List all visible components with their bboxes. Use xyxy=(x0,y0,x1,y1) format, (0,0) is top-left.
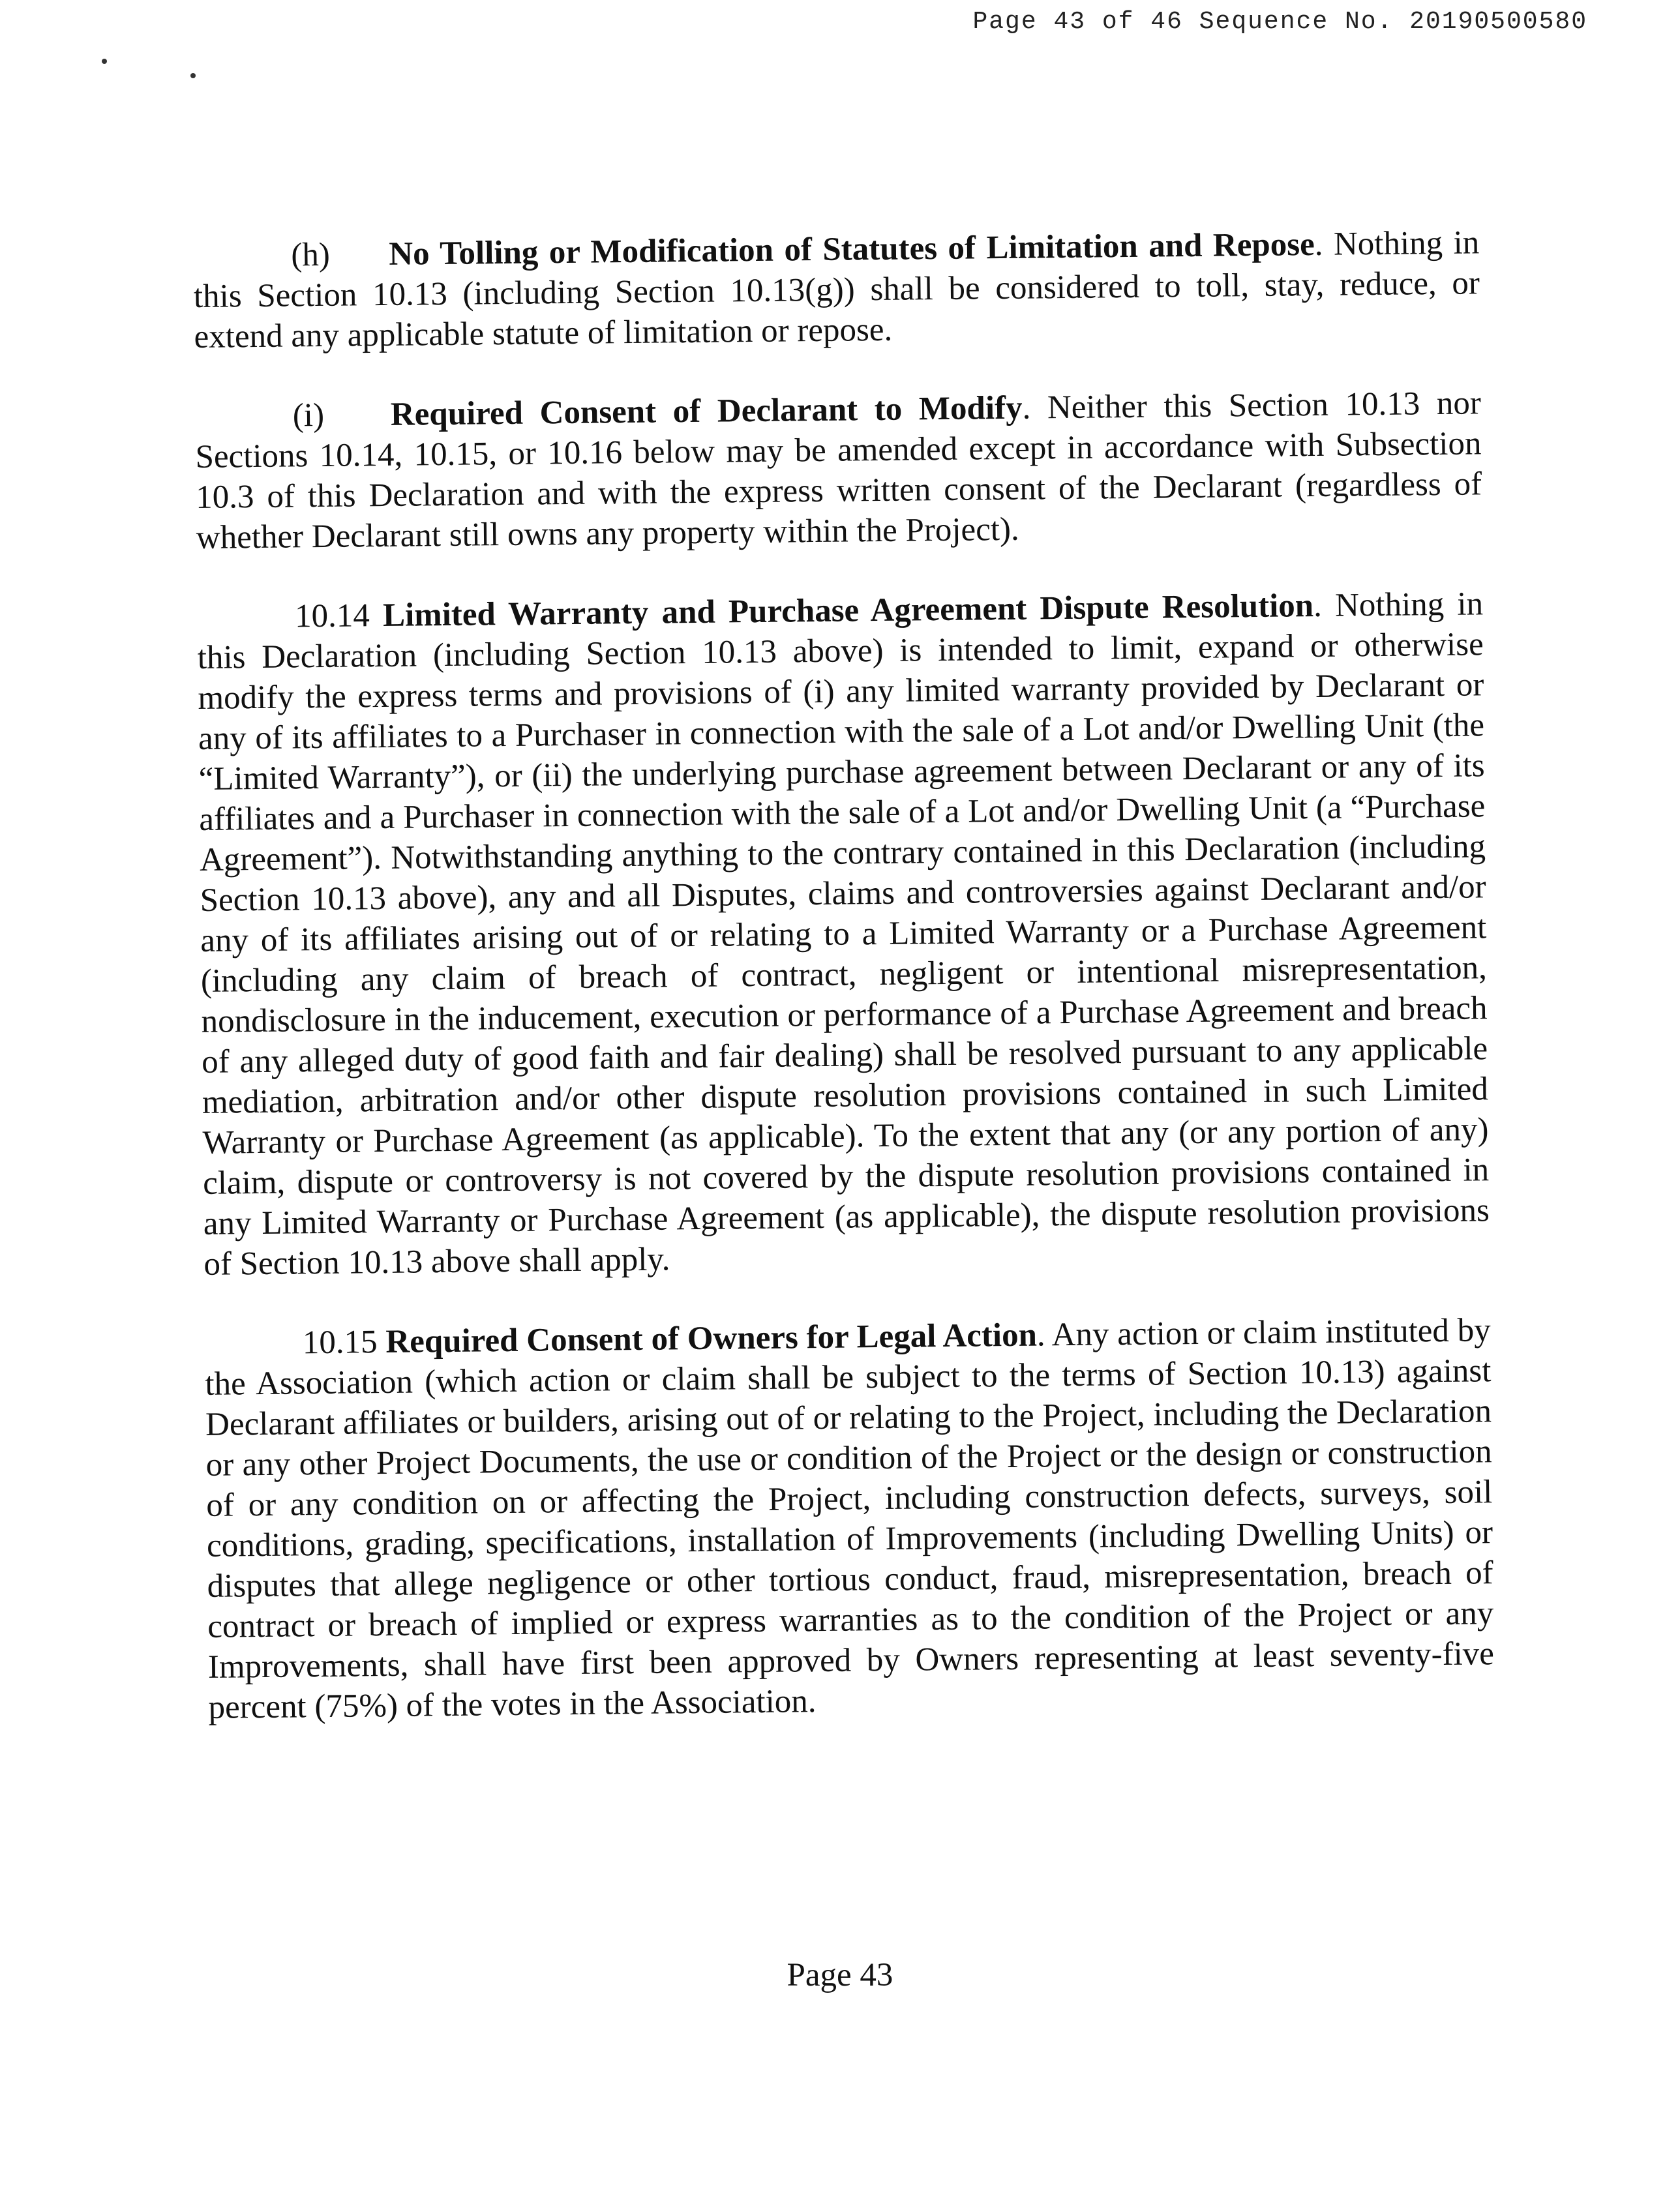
section-i xyxy=(195,383,1482,558)
section-heading-punct: . xyxy=(1313,587,1323,625)
scan-speck xyxy=(190,73,196,78)
section-heading: Limited Warranty and Purchase Agreement Dispute Resolution xyxy=(382,588,1314,634)
document-body xyxy=(193,222,1495,1767)
section-10-14 xyxy=(197,584,1490,1285)
section-heading: Required Consent of Declarant to Modify xyxy=(390,389,1023,433)
section-heading-punct: . xyxy=(1022,389,1031,426)
section-body: Any action or claim instituted by the Association (which action or claim shall be subject to the terms of Section 10.13) against Declarant affiliates or builders, arising out of or relating to the Project, including the Declaration or any other Project Documents, the use or condition of the Project or the design or construction of or any condition on or affecting the Project, including construction defects, surveys, soil conditions, grading, specifications, installation of Improvements (including Dwelling Units) or disputes that allege negligence or other tortious conduct, fraud, misrepresentation, breach of contract or breach of implied or express warranties as to the condition of the Project or any Improvements, shall have first been approved by Owners representing at least seventy-five percent (75%) of the votes in the Association. xyxy=(205,1312,1495,1726)
section-heading-punct: . xyxy=(1036,1317,1045,1354)
section-marker: (i) xyxy=(292,396,325,434)
section-marker: 10.14 xyxy=(294,597,370,635)
section-heading: Required Consent of Owners for Legal Action xyxy=(385,1317,1038,1360)
page-number: Page 43 xyxy=(787,1957,893,1993)
section-heading: No Tolling or Modification of Statutes of Limitation and Repose xyxy=(389,226,1315,273)
section-body: Neither this Section 10.13 nor Sections 10.14, 10.15, or 10.16 below may be amended except in accordance with Subsection 10.3 of this Declaration and with the express written consent of the Declarant (regardless of whether Declarant still owns any property within the Project). xyxy=(195,385,1482,556)
section-body: Nothing in this Section 10.13 (including Section 10.13(g)) shall be considered to toll, stay, reduce, or extend any applicable statute of limitation or repose. xyxy=(193,224,1480,355)
section-heading-punct: . xyxy=(1314,226,1323,263)
section-marker: 10.15 xyxy=(302,1324,378,1362)
scan-speck xyxy=(102,59,107,64)
sequence-header: Page 43 of 46 Sequence No. 20190500580 xyxy=(972,8,1587,36)
section-10-15 xyxy=(204,1310,1494,1728)
section-marker: (h) xyxy=(291,236,331,274)
section-h xyxy=(193,222,1480,357)
section-body: Nothing in this Declaration (including Section 10.13 above) is intended to limit, expand or otherwise modify the express terms and provisions of (i) any limited warranty provided by Declarant or any of its affiliates to a Purchaser in connection with the sale of a Lot and/or Dwelling Unit (the “Limited Warranty”), or (ii) the underlying purchase agreement between Declarant or any of its affiliates and a Purchaser in connection with the sale of a Lot and/or Dwelling Unit (a “Purchase Agreement”). Notwithstanding anything to the contrary contained in this Declaration (including Section 10.13 above), any and all Disputes, claims and controversies against Declarant and/or any of its affiliates arising out of or relating to a Limited Warranty or a Purchase Agreement (including any claim of breach of contract, negligent or intentional misrepresentation, nondisclosure in the inducement, execution or performance of a Purchase Agreement and breach of any alleged duty of good faith and fair dealing) shall be resolved pursuant to any applicable mediation, arbitration and/or other dispute resolution provisions contained in such Limited Warranty or Purchase Agreement (as applicable). To the extent that any (or any portion of any) claim, dispute or controversy is not covered by the dispute resolution provisions contained in any Limited Warranty or Purchase Agreement (as applicable), the dispute resolution provisions of Section 10.13 above shall apply. xyxy=(197,586,1490,1283)
